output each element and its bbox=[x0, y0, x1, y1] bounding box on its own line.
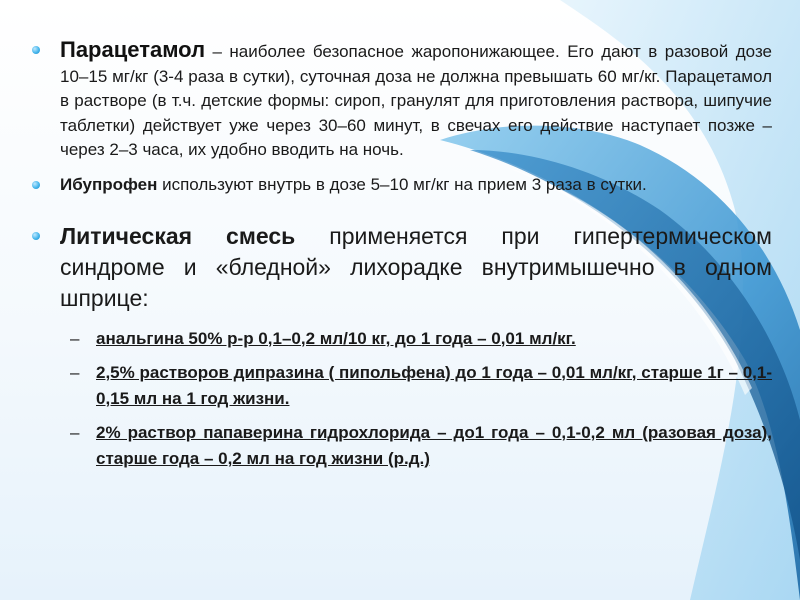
paracetamol-text: – наиболее безопасное жаропонижающее. Его дают в разовой дозе 10–15 мг/кг (3-4 раза в сутки), суточная доза не должна превышать 60 мг/кг. Парацетамол в растворе (в т.ч. детские формы: сироп, гранулят для приготовления раствора, шипучие таблетки) действует уже через 30–60 минут, в свечах его действие наступает позже – через 2–3 часа, их удобно вводить на ночь. bbox=[60, 42, 772, 159]
lytic-item-papaverine bbox=[30, 420, 772, 472]
lytic-item-text: 2% раствор папаверина гидрохлорида – до1 года – 0,1-0,2 мл (разовая доза), старше года – 0,2 мл на год жизни (р.д.) bbox=[96, 422, 772, 468]
dash-marker: – bbox=[70, 422, 80, 442]
bullet-dot-icon bbox=[32, 181, 40, 189]
bullet-paracetamol bbox=[30, 38, 772, 163]
lytic-item-text: анальгина 50% р-р 0,1–0,2 мл/10 кг, до 1 года – 0,01 мл/кг. bbox=[96, 328, 576, 348]
dash-marker: – bbox=[70, 362, 80, 382]
paracetamol-name: Парацетамол bbox=[60, 37, 206, 62]
dash-marker: – bbox=[70, 328, 80, 348]
lytic-item-text: 2,5% растворов дипразина ( пипольфена) до 1 года – 0,01 мл/кг, старше 1г – 0,1-0,15 мл на 1 год жизни. bbox=[96, 362, 772, 408]
ibuprofen-name: Ибупрофен bbox=[60, 174, 158, 194]
lytic-mixture-text: применяется при гипертермическом синдроме и «бледной» лихорадке внутримышечно в одном шприце: bbox=[60, 222, 772, 311]
lytic-item-diprazine bbox=[30, 360, 772, 412]
lytic-mixture-name: Литическая смесь bbox=[60, 222, 296, 249]
bullet-lytic-mixture bbox=[30, 221, 772, 314]
slide-content bbox=[30, 38, 772, 472]
lytic-item-analgin bbox=[30, 326, 772, 352]
bullet-dot-icon bbox=[32, 46, 40, 54]
bullet-dot-icon bbox=[32, 232, 40, 240]
ibuprofen-text: используют внутрь в дозе 5–10 мг/кг на прием 3 раза в сутки. bbox=[157, 174, 647, 194]
bullet-ibuprofen bbox=[30, 173, 772, 197]
